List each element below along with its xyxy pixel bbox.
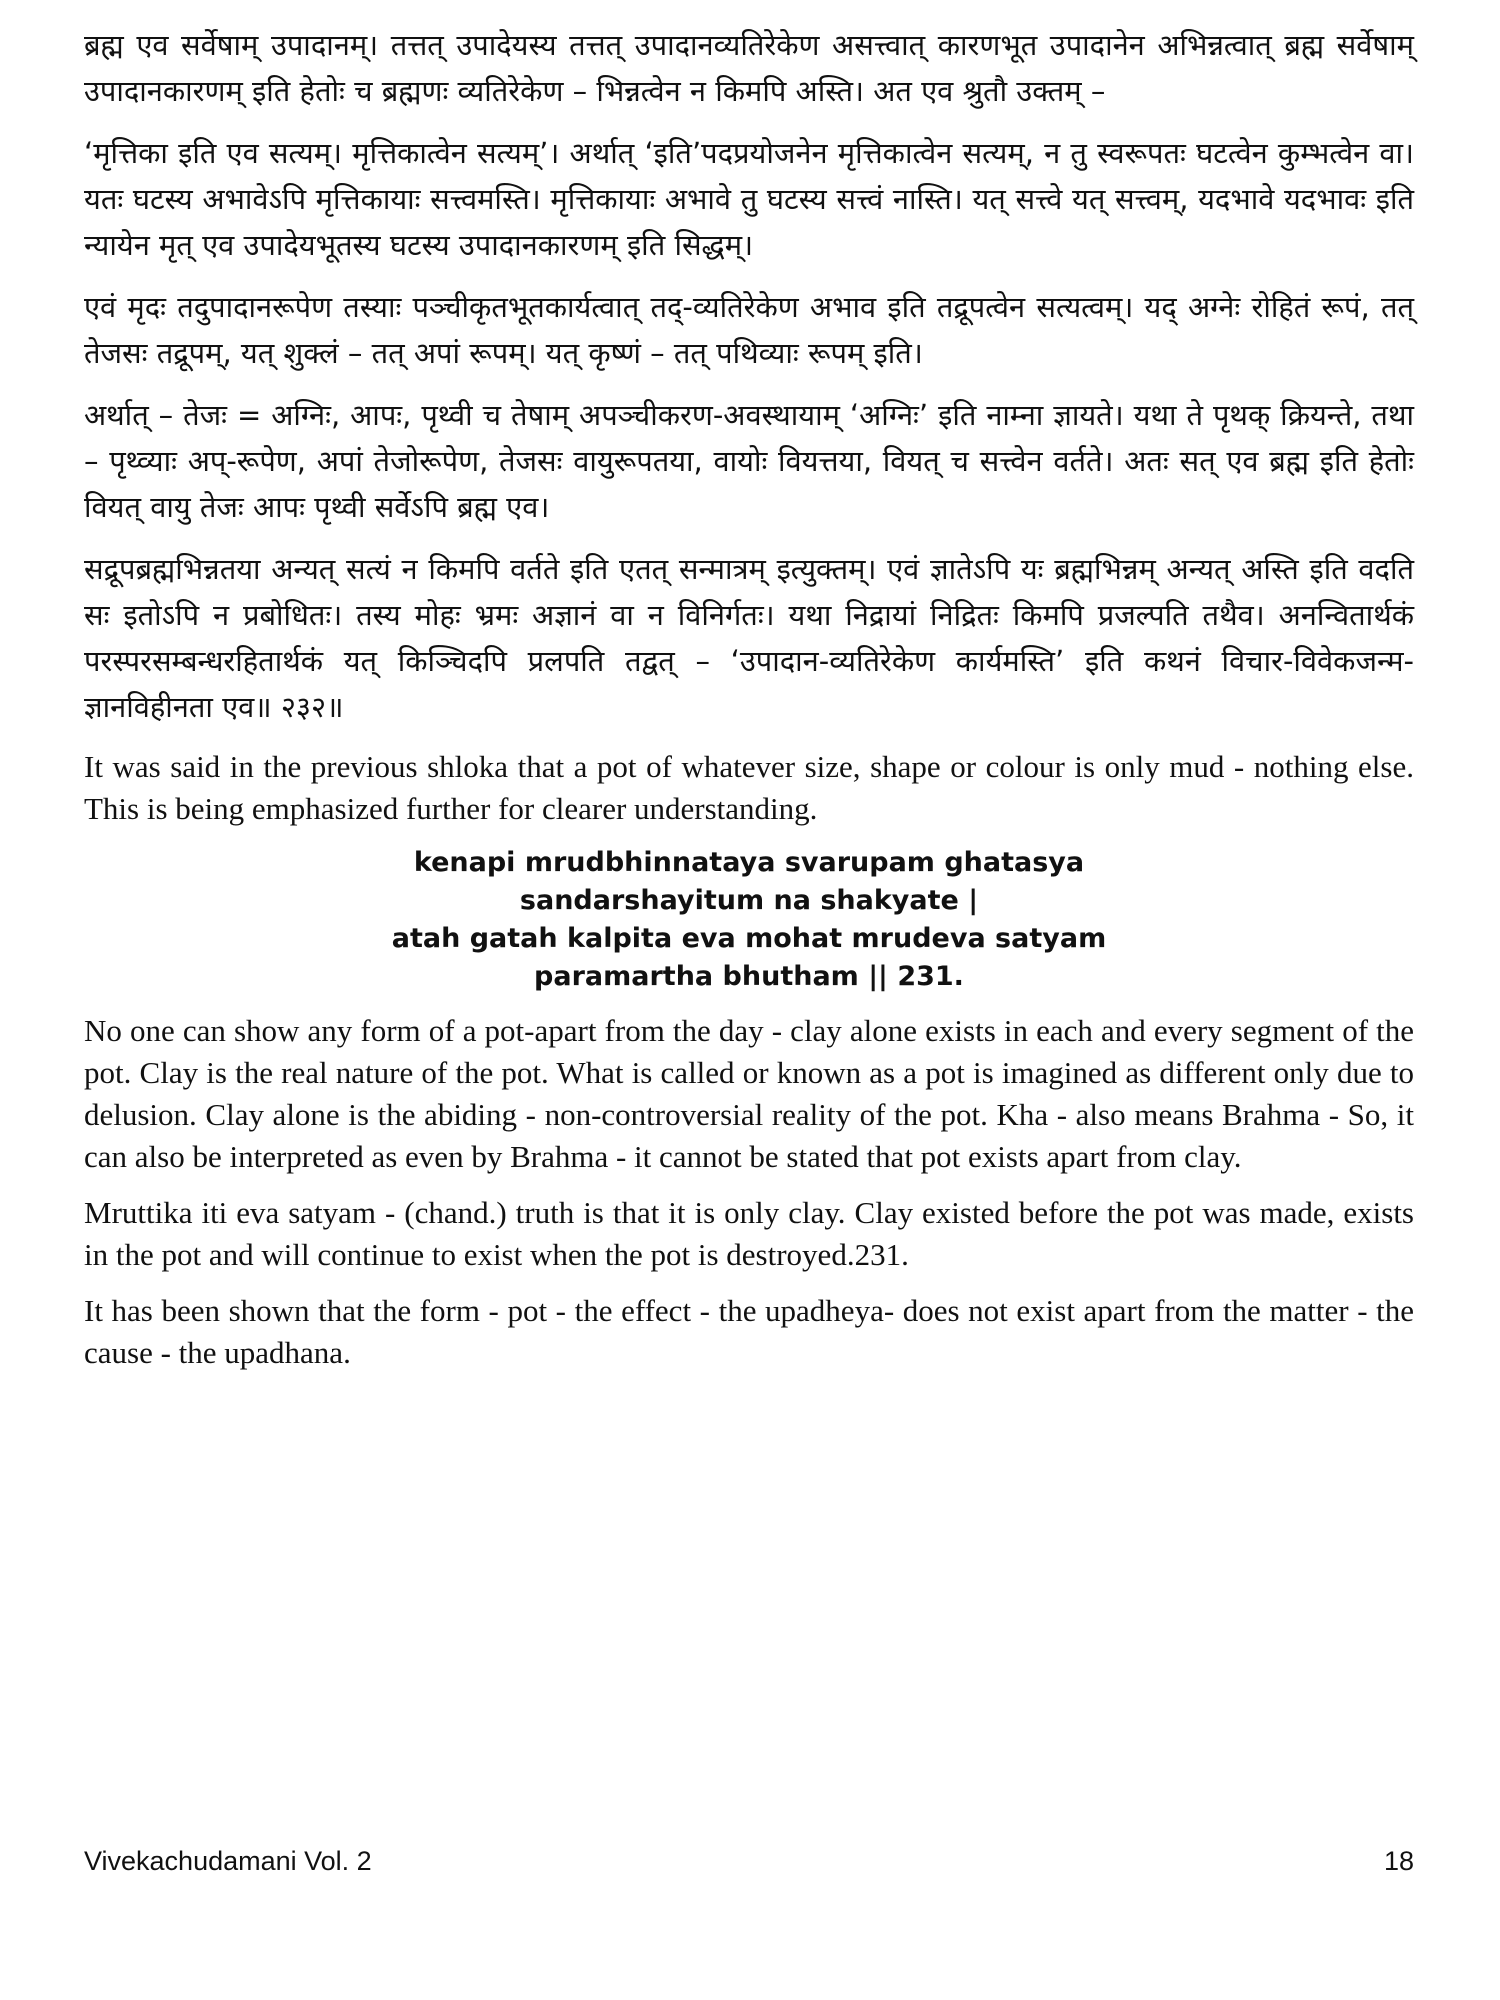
page-footer	[84, 1846, 1414, 1877]
verse-line: paramartha bhutham || 231.	[534, 961, 964, 992]
verse-line: atah gatah kalpita eva mohat mrudeva satyam	[391, 923, 1107, 954]
verse-block	[84, 844, 1414, 996]
sanskrit-paragraph: अर्थात् – तेजः = अग्निः, आपः, पृथ्वी च तेषाम् अपञ्चीकरण-अवस्थायाम् ‘अग्निः’ इति नाम्ना ज्ञायते। यथा ते पृथक् क्रियन्ते, तथा – पृथ्व्याः अप्-रूपेण, अपां तेजोरूपेण, तेजसः वायुरूपतया, वायोः वियत्तया, वियत् च सत्त्वेन वर्तते। अतः सत् एव ब्रह्म इति हेतोः वियत् वायु तेजः आपः पृथ्वी सर्वेऽपि ब्रह्म एव।	[84, 398, 1414, 524]
sanskrit-paragraph: सद्रूपब्रह्मभिन्नतया अन्यत् सत्यं न किमपि वर्तते इति एतत् सन्मात्रम् इत्युक्तम्। एवं ज्ञातेऽपि यः ब्रह्मभिन्नम् अन्यत् अस्ति इति वदति सः इतोऽपि न प्रबोधितः। तस्य मोहः भ्रमः अज्ञानं वा न विनिर्गतः। यथा निद्रायां निद्रितः किमपि प्रजल्पति तथैव। अनन्वितार्थकं परस्परसम्बन्धरहितार्थकं यत् किञ्चिदपि प्रलपति तद्वत् – ‘उपादान-व्यतिरेकेण कार्यमस्ति’ इति कथनं विचार-विवेकजन्म-ज्ञानविहीनता एव॥ २३२॥	[84, 552, 1414, 724]
book-title: Vivekachudamani Vol. 2	[84, 1846, 372, 1876]
sanskrit-paragraph: ‘मृत्तिका इति एव सत्यम्। मृत्तिकात्वेन सत्यम्’। अर्थात् ‘इति’पदप्रयोजनेन मृत्तिकात्वेन सत्यम्, न तु स्वरूपतः घटत्वेन कुम्भत्वेन वा। यतः घटस्य अभावेऽपि मृत्तिकायाः सत्त्वमस्ति। मृत्तिकायाः अभावे तु घटस्य सत्त्वं नास्ति। यत् सत्त्वे यत् सत्त्वम्, यदभावे यदभावः इति न्यायेन मृत् एव उपादेयभूतस्य घटस्य उपादानकारणम् इति सिद्धम्।	[84, 136, 1414, 262]
page-content	[84, 22, 1414, 1388]
english-paragraph: Mruttika iti eva satyam - (chand.) truth is that it is only clay. Clay existed before the pot was made, exists in the pot and will continue to exist when the pot is destroyed.231.	[84, 1195, 1414, 1272]
english-paragraph: No one can show any form of a pot-apart from the day - clay alone exists in each and every segment of the pot. Clay is the real nature of the pot. What is called or known as a pot is imagined as different only due to delusion. Clay alone is the abiding - non-controversial reality of the pot. Kha - also means Brahma - So, it can also be interpreted as even by Brahma - it cannot be stated that pot exists apart from clay.	[84, 1013, 1414, 1174]
verse-line: kenapi mrudbhinnataya svarupam ghatasya	[413, 847, 1085, 878]
sanskrit-paragraph: एवं मृदः तदुपादानरूपेण तस्याः पञ्चीकृतभूतकार्यत्वात् तद्-व्यतिरेकेण अभाव इति तद्रूपत्वेन सत्यत्वम्। यद् अग्नेः रोहितं रूपं, तत् तेजसः तद्रूपम्, यत् शुक्लं – तत् अपां रूपम्। यत् कृष्णं – तत् पथिव्याः रूपम् इति।	[84, 290, 1414, 370]
verse-line: sandarshayitum na shakyate |	[519, 885, 979, 916]
english-paragraph: It has been shown that the form - pot - the effect - the upadheya- does not exist apart from the matter - the cause - the upadhana.	[84, 1293, 1414, 1370]
page-number: 18	[1383, 1846, 1414, 1876]
intro-paragraph: It was said in the previous shloka that a pot of whatever size, shape or colour is only mud - nothing else. This is being emphasized further for clearer understanding.	[84, 749, 1414, 826]
sanskrit-paragraph: ब्रह्म एव सर्वेषाम् उपादानम्। तत्तत् उपादेयस्य तत्तत् उपादानव्यतिरेकेण असत्त्वात् कारणभूत उपादानेन अभिन्नत्वात् ब्रह्म सर्वेषाम् उपादानकारणम् इति हेतोः च ब्रह्मणः व्यतिरेकेण – भिन्नत्वेन न किमपि अस्ति। अत एव श्रुतौ उक्तम् –	[84, 28, 1414, 108]
